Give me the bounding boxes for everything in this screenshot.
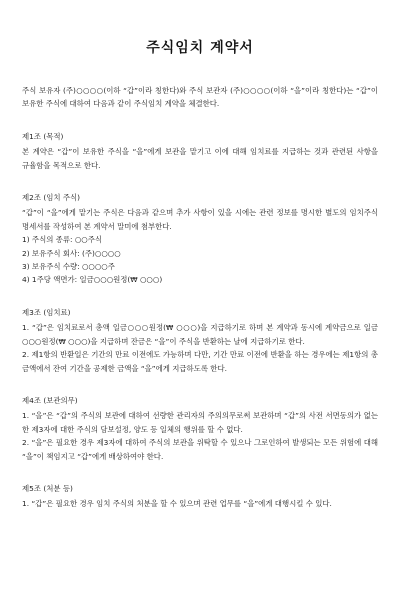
article-5 (22, 482, 378, 511)
article-1 (22, 130, 378, 172)
article-heading: 제5조 (처분 등) (22, 483, 73, 493)
document-page (0, 38, 400, 603)
article-paragraph: 2. 제1항의 반환일은 기간의 만료 이전에도 가능하며 다만, 기간 만료 이전에 반환을 하는 경우에는 제1항의 총 금액에서 잔여 기간을 공제한 금액을 “을”에게 지급하도록 한다. (22, 350, 378, 373)
article-2 (22, 191, 378, 287)
article-4 (22, 394, 378, 463)
article-heading: 제4조 (보관의무) (22, 395, 78, 405)
article-paragraph: 2. “을”은 필요한 경우 제3자에 대하여 주식의 보관을 위탁할 수 있으나 그로인하여 발생되는 모든 위험에 대해 “을”이 책임지고 “갑”에게 배상하여야 한다. (22, 438, 378, 461)
article-paragraph: 1. “갑”은 필요한 경우 임치 주식의 처분을 할 수 있으며 관련 업무를 “을”에게 대행시킬 수 있다. (22, 499, 332, 509)
list-item: 3) 보유주식 수량: ○○○○주 (22, 262, 115, 272)
intro-paragraph: 주식 보유자 (주)○○○○(이하 “갑”이라 칭한다)와 주식 보관자 (주)○○○○(이하 “을”이라 칭한다)는 “갑”이 보유한 주식에 대하여 다음과 같이 주식임치 계약을 체결한다. (22, 86, 378, 109)
article-paragraph: 1. “갑”은 임치료로서 총액 일금○○○원정(₩ ○○○)을 지급하기로 하며 본 계약과 동시에 계약금으로 일금○○○원정(₩ ○○○)을 지급하며 잔금은 “을”이 주식을 반환하는 날에 지급하기로 한다. (22, 323, 378, 346)
article-heading: 제3조 (임치료) (22, 307, 71, 317)
article-3 (22, 306, 378, 375)
article-paragraph: 1. “을”은 “갑”의 주식의 보관에 대하여 선량한 관리자의 주의의무로써 보관하며 “갑”의 사전 서면동의가 없는 한 제3자에 대한 주식의 담보설정, 양도 등 일체의 행위를 할 수 없다. (22, 411, 378, 434)
article-heading: 제1조 (목적) (22, 131, 64, 141)
article-heading: 제2조 (임치 주식) (22, 193, 81, 203)
list-item: 4) 1주당 액면가: 일금○○○원정(₩ ○○○) (22, 275, 163, 285)
list-item: 1) 주식의 종류: ○○주식 (22, 235, 102, 245)
article-paragraph: “갑”이 “을”에게 맡기는 주식은 다음과 같으며 추가 사항이 있을 시에는 관련 정보를 명시한 별도의 임치주식 명세서를 작성하여 본 계약서 말미에 첨부한다. (22, 208, 378, 231)
document-title: 주식임치 계약서 (146, 40, 254, 56)
list-item: 2) 보유주식 회사: (주)○○○○ (22, 248, 121, 258)
article-paragraph: 본 계약은 “갑”이 보유한 주식을 “을”에게 보관을 맡기고 이에 대해 임치료를 지급하는 것과 관련된 사항을 규율함을 목적으로 한다. (22, 147, 378, 170)
